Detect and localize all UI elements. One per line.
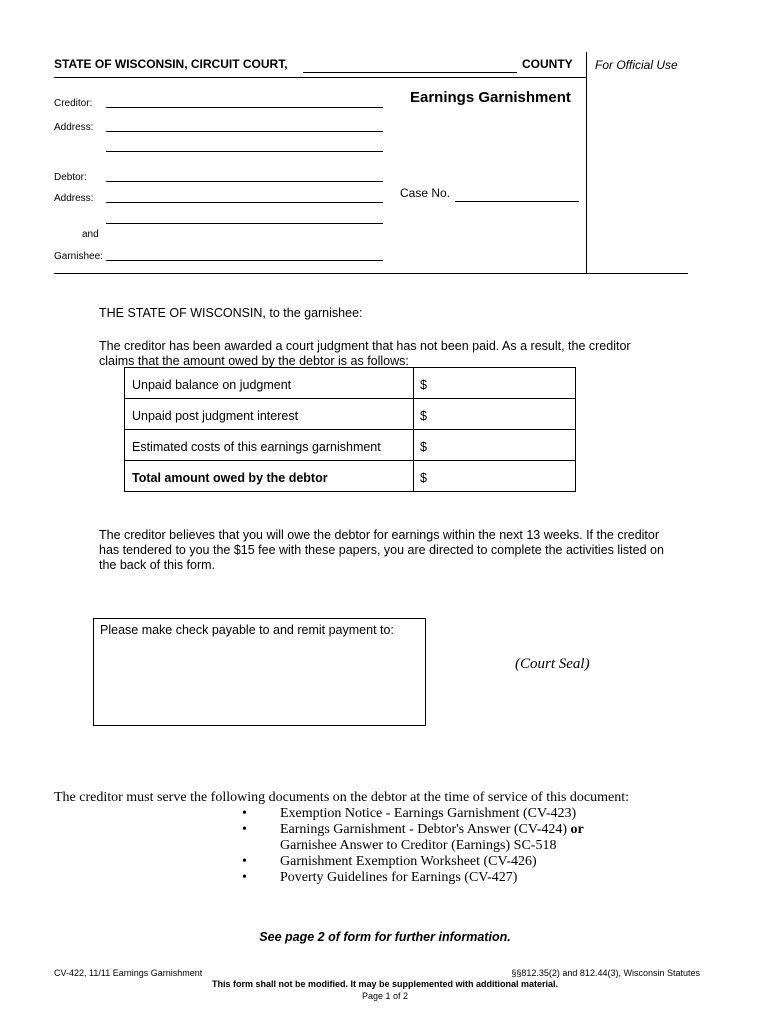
bullet: • xyxy=(242,870,247,885)
bullet: • xyxy=(242,822,247,837)
intro-line-1: The creditor has been awarded a court judgment that has not been paid. As a result, the creditor xyxy=(99,339,631,353)
bullet: • xyxy=(242,854,247,869)
debtor-address-field-1[interactable] xyxy=(106,202,383,203)
amount-field[interactable]: $ xyxy=(414,368,576,399)
creditor-label: Creditor: xyxy=(54,98,93,109)
remit-payment-box[interactable] xyxy=(93,618,426,726)
form-id: CV-422, 11/11 Earnings Garnishment xyxy=(54,968,203,978)
list-item-text: Garnishment Exemption Worksheet (CV-426) xyxy=(280,854,537,869)
and-label: and xyxy=(82,229,99,240)
caption-rule xyxy=(54,273,688,274)
list-item xyxy=(240,854,584,870)
table-row xyxy=(125,430,576,461)
list-item xyxy=(240,870,584,886)
modification-notice: This form shall not be modified. It may be supplemented with additional material. xyxy=(211,979,559,989)
case-no-label: Case No. xyxy=(400,186,451,200)
total-amount-field[interactable]: $ xyxy=(414,461,576,492)
list-item-continued xyxy=(240,838,584,854)
row-label: Unpaid post judgment interest xyxy=(125,399,414,430)
see-page-2-note: See page 2 of form for further information. xyxy=(259,930,511,944)
bullet: • xyxy=(242,806,247,821)
list-item-text: Exemption Notice - Earnings Garnishment (CV-423) xyxy=(280,806,577,821)
header-rule xyxy=(54,77,586,78)
believe-line-3: the back of this form. xyxy=(99,558,216,572)
court-seal: (Court Seal) xyxy=(515,656,590,672)
row-label-total: Total amount owed by the debtor xyxy=(125,461,414,492)
table-row xyxy=(125,399,576,430)
form-title: Earnings Garnishment xyxy=(410,89,571,106)
official-use-divider xyxy=(586,52,587,273)
creditor-address-label: Address: xyxy=(54,122,94,133)
debtor-label: Debtor: xyxy=(54,172,87,183)
creditor-address-field-2[interactable] xyxy=(106,151,383,152)
creditor-address-field-1[interactable] xyxy=(106,131,383,132)
amount-field[interactable]: $ xyxy=(414,399,576,430)
garnishee-label: Garnishee: xyxy=(54,251,103,262)
list-item-text: Earnings Garnishment - Debtor's Answer (CV-424) xyxy=(280,822,568,837)
county-label: COUNTY xyxy=(522,57,573,71)
debtor-field[interactable] xyxy=(106,181,383,182)
court-heading: STATE OF WISCONSIN, CIRCUIT COURT, xyxy=(54,57,288,71)
row-label: Estimated costs of this earnings garnishment xyxy=(125,430,414,461)
page-number: Page 1 of 2 xyxy=(361,991,409,1001)
row-label: Unpaid balance on judgment xyxy=(125,368,414,399)
amount-owed-table xyxy=(124,367,576,492)
garnishee-field[interactable] xyxy=(106,260,383,261)
intro-line-2: claims that the amount owed by the debtor is as follows: xyxy=(99,354,409,368)
believe-line-1: The creditor believes that you will owe the debtor for earnings within the next 13 weeks. If the creditor xyxy=(99,528,660,542)
debtor-address-field-2[interactable] xyxy=(106,223,383,224)
or-text: or xyxy=(570,822,584,837)
list-item-text: Garnishee Answer to Creditor (Earnings) SC-518 xyxy=(280,838,557,853)
list-item-text: Poverty Guidelines for Earnings (CV-427) xyxy=(280,870,518,885)
amount-field[interactable]: $ xyxy=(414,430,576,461)
case-no-field[interactable] xyxy=(455,201,579,202)
creditor-field[interactable] xyxy=(106,107,383,108)
remit-payment-label: Please make check payable to and remit payment to: xyxy=(100,623,394,637)
service-document-list xyxy=(240,806,584,886)
salutation: THE STATE OF WISCONSIN, to the garnishee: xyxy=(99,306,363,320)
official-use-label: For Official Use xyxy=(595,58,678,72)
table-row xyxy=(125,461,576,492)
statutes: §§812.35(2) and 812.44(3), Wisconsin Statutes xyxy=(511,968,700,978)
county-name-field[interactable] xyxy=(303,72,517,73)
service-intro: The creditor must serve the following documents on the debtor at the time of service of this document: xyxy=(54,790,630,805)
believe-line-2: has tendered to you the $15 fee with these papers, you are directed to complete the activities listed on xyxy=(99,543,664,557)
table-row xyxy=(125,368,576,399)
list-item xyxy=(240,806,584,822)
list-item xyxy=(240,822,584,838)
debtor-address-label: Address: xyxy=(54,193,94,204)
